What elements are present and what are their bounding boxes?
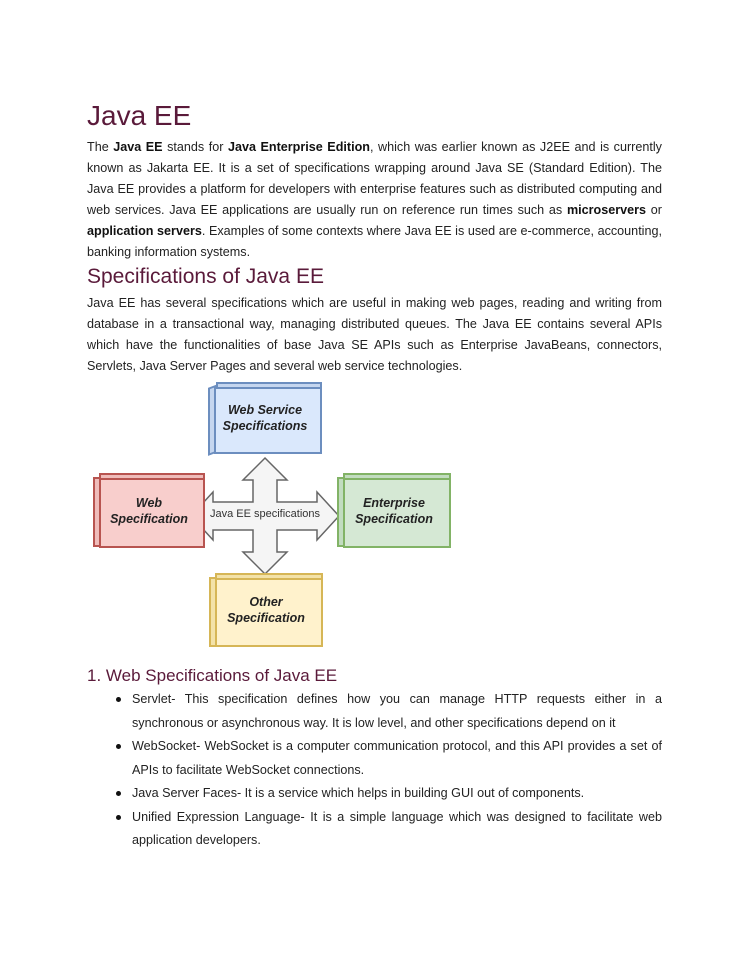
intro-text: , which was earlier known as J2EE and is currently known as Jakarta EE. It is a set of specifications wrapping around Java SE (Standard Edition). The Java EE provides a platform for developers with enterprise features such as distributed computing and web services. Java EE applications are usually run on reference run times such as bbox=[87, 140, 662, 217]
box-bottom-line1: Other bbox=[249, 595, 283, 609]
box-other-specification bbox=[209, 573, 323, 647]
bullet-icon bbox=[116, 815, 121, 820]
section-heading-specifications: Specifications of Java EE bbox=[87, 265, 324, 288]
intro-text: The bbox=[87, 140, 114, 154]
intro-text: or bbox=[646, 203, 662, 217]
bold-term: Java Enterprise Edition bbox=[227, 140, 370, 154]
bold-term: microservers bbox=[566, 203, 647, 217]
box-web-service-specifications bbox=[208, 382, 322, 454]
box-enterprise-specification bbox=[337, 473, 451, 548]
bold-term: application servers bbox=[87, 224, 202, 238]
bullet-icon bbox=[116, 697, 121, 702]
box-right-line1: Enterprise bbox=[363, 495, 425, 510]
box-bottom-line2: Specification bbox=[227, 611, 305, 625]
section-heading-web-specifications: 1. Web Specifications of Java EE bbox=[87, 666, 338, 685]
box-top-line1: Web Service bbox=[227, 403, 303, 417]
box-right-line2: Specification bbox=[355, 511, 433, 526]
list-item-servlet: Servlet- This specification defines how you can manage HTTP requests either in a synchronous or asynchronous way. It is low level, and other specifications depend on it bbox=[87, 688, 662, 735]
list-item-unified-expression-language: Unified Expression Language- It is a simple language which was designed to facilitate web application developers. bbox=[87, 806, 662, 853]
bullet-icon bbox=[116, 744, 121, 749]
intro-text: stands for bbox=[162, 140, 228, 154]
list-item-java-server-faces: Java Server Faces- It is a service which helps in building GUI out of components. bbox=[87, 782, 662, 806]
list-item-websocket: WebSocket- WebSocket is a computer communication protocol, and this API provides a set of APIs to facilitate WebSocket connections. bbox=[87, 735, 662, 782]
box-left-line1: Web bbox=[135, 495, 163, 510]
box-web-specification bbox=[93, 473, 205, 548]
intro-paragraph bbox=[87, 137, 662, 263]
diagram-center-label: Java EE specifications bbox=[209, 508, 321, 520]
box-top-line2: Specifications bbox=[222, 419, 308, 433]
intro-text: . Examples of some contexts where Java EE is used are e-commerce, accounting, banking information systems. bbox=[87, 224, 662, 259]
java-ee-specifications-diagram bbox=[85, 380, 465, 660]
bullet-icon bbox=[116, 791, 121, 796]
box-left-line2: Specification bbox=[110, 511, 188, 526]
specifications-paragraph: Java EE has several specifications which are useful in making web pages, reading and writing from database in a transactional way, managing distributed queues. The Java EE contains several APIs which have the functionalities of base Java SE APIs such as Enterprise JavaBeans, connectors, Servlets, Java Server Pages and several web service technologies. bbox=[87, 296, 662, 373]
bold-term: Java EE bbox=[113, 140, 163, 154]
page-title: Java EE bbox=[87, 100, 192, 131]
web-specifications-list bbox=[87, 688, 662, 853]
